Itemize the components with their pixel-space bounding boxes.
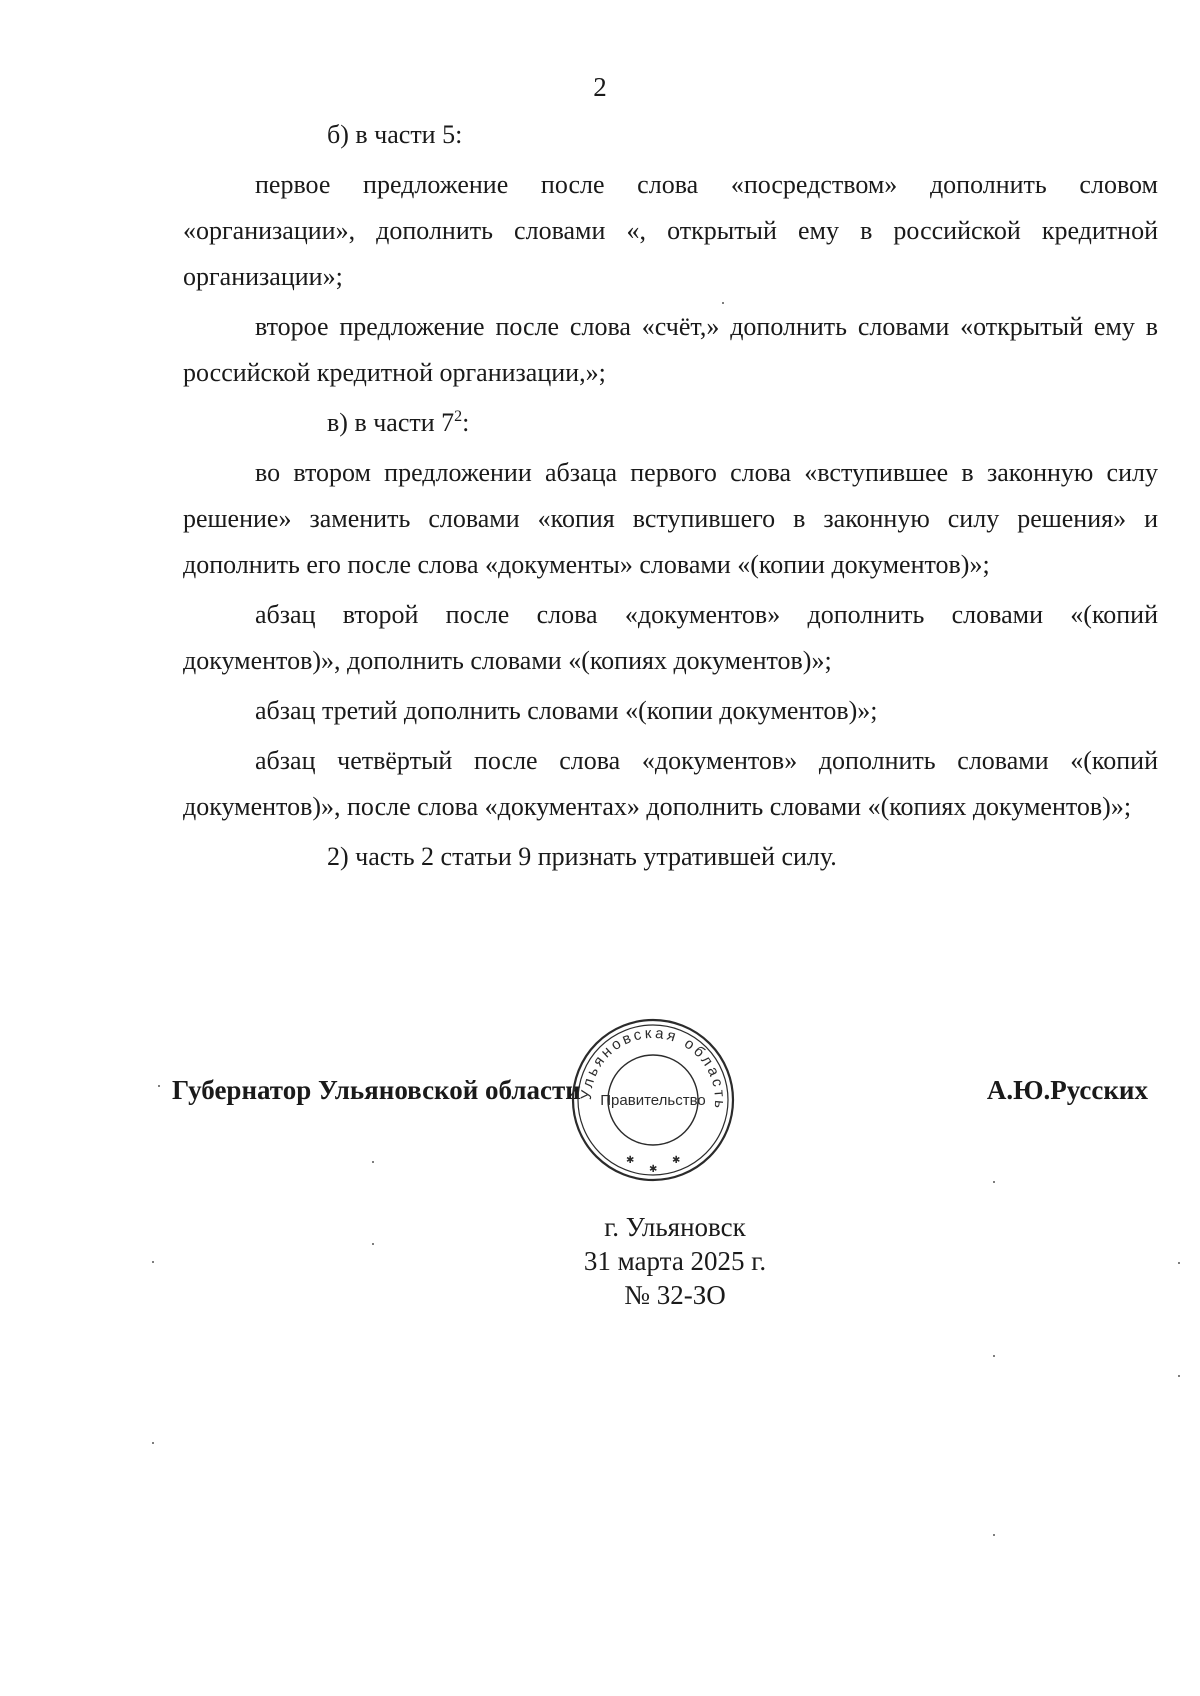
paragraph-text: во втором предложении абзаца первого слова «вступившее в законную силу решение» заменить словами «копия вступившего в законную силу решения» и дополнить его после слова «документы» словами «(копии документов)»; (183, 458, 1158, 579)
scan-artifact (152, 1261, 154, 1263)
paragraph-text-suffix: : (462, 408, 470, 437)
signer-name: А.Ю.Русских (986, 1075, 1148, 1105)
scan-artifact (372, 1161, 374, 1163)
paragraph-item-b (183, 112, 1158, 158)
paragraph-text: второе предложение после слова «счёт,» дополнить словами «открытый ему в российской кредитной организации,»; (183, 312, 1158, 387)
paragraph-item-v (183, 400, 1158, 446)
scan-artifact (372, 1243, 374, 1245)
page-number: 2 (593, 72, 607, 102)
svg-text:✱: ✱ (626, 1155, 635, 1166)
scan-artifact (993, 1355, 995, 1357)
scan-artifact (993, 1534, 995, 1536)
svg-text:✱: ✱ (672, 1155, 681, 1166)
paragraph-text: первое предложение после слова «посредством» дополнить словом «организации», дополнить словами «, открытый ему в российской кредитной организации»; (183, 170, 1158, 291)
scan-artifact (158, 1085, 160, 1087)
paragraph-text: абзац третий дополнить словами «(копии документов)»; (255, 696, 878, 725)
paragraph (183, 688, 1158, 734)
scan-artifact (1178, 1262, 1180, 1264)
date: 31 марта 2025 г. (583, 1246, 767, 1276)
scan-artifact (993, 1181, 995, 1183)
document-number: № 32-ЗО (624, 1280, 726, 1310)
seal-center-text: Правительство (600, 1092, 706, 1109)
scan-artifact (1178, 1375, 1180, 1377)
paragraph (183, 592, 1158, 684)
city: г. Ульяновск (604, 1212, 746, 1242)
paragraph (183, 450, 1158, 588)
signer-title: Губернатор Ульяновской области (172, 1075, 581, 1105)
scan-artifact (152, 1442, 154, 1444)
document-footer (560, 1210, 790, 1312)
official-seal (568, 1015, 738, 1185)
paragraph (183, 304, 1158, 396)
seal-ring-text: Ульяновская область (577, 1024, 729, 1112)
superscript: 2 (454, 408, 463, 425)
paragraph-text: в части 7 (354, 408, 455, 437)
paragraph-text: в части 5: (355, 120, 463, 149)
list-marker: б) (327, 120, 349, 149)
list-marker: 2) (327, 842, 349, 871)
paragraph-text: часть 2 статьи 9 признать утратившей силу. (355, 842, 837, 871)
scan-artifact (722, 302, 724, 304)
paragraph-text: абзац четвёртый после слова «документов» дополнить словами «(копий документов)», после слова «документах» дополнить словами «(копиях документов)»; (183, 746, 1158, 821)
document-body (183, 112, 1158, 884)
svg-text:✱: ✱ (649, 1164, 658, 1175)
paragraph (183, 162, 1158, 300)
paragraph-text: абзац второй после слова «документов» дополнить словами «(копий документов)», дополнить словами «(копиях документов)»; (183, 600, 1158, 675)
list-marker: в) (327, 408, 348, 437)
paragraph (183, 738, 1158, 830)
paragraph-item-2 (183, 834, 1158, 880)
